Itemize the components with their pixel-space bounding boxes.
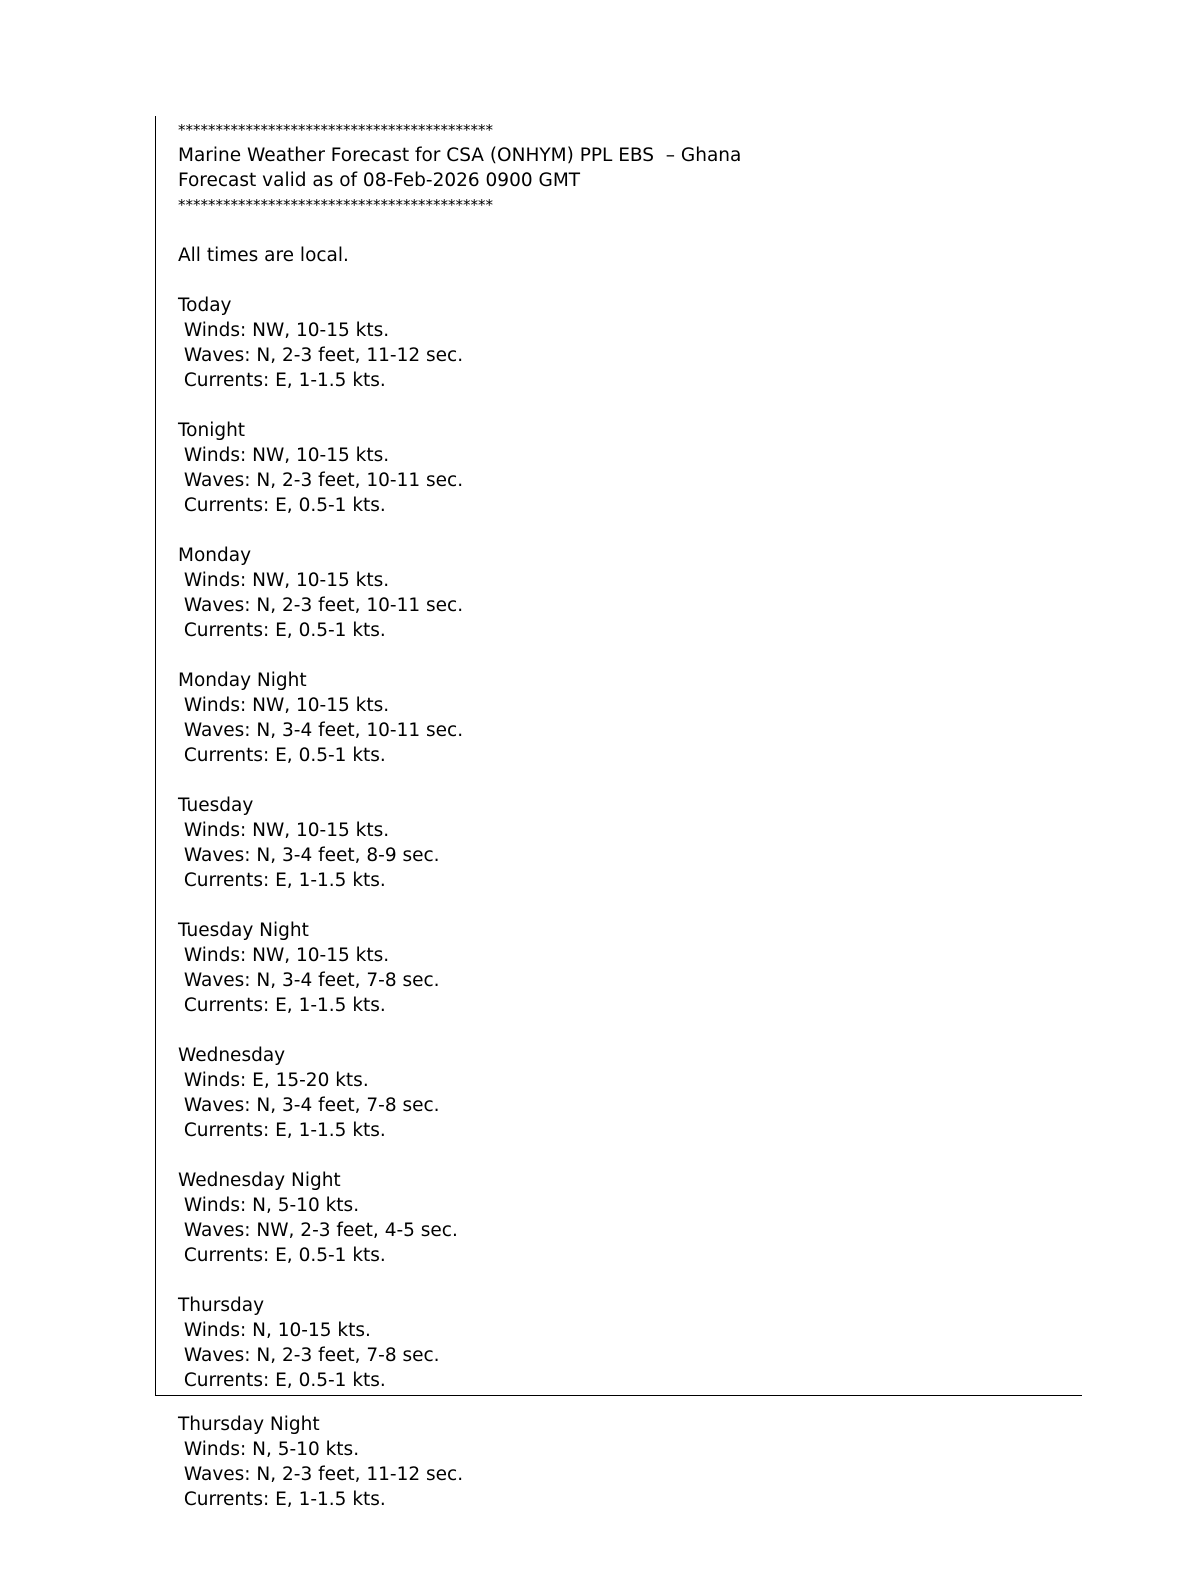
period-waves: Waves: N, 3-4 feet, 7-8 sec. xyxy=(178,970,440,991)
period-name: Monday xyxy=(178,545,252,566)
period-winds: Winds: N, 10-15 kts. xyxy=(178,1320,371,1341)
period-waves: Waves: N, 2-3 feet, 10-11 sec. xyxy=(178,595,464,616)
period-winds: Winds: NW, 10-15 kts. xyxy=(178,320,390,341)
forecast-period xyxy=(178,668,1058,793)
times-note: All times are local. xyxy=(178,245,349,266)
period-winds: Winds: NW, 10-15 kts. xyxy=(178,695,390,716)
forecast-period xyxy=(178,1168,1058,1293)
header-stars-bottom: ****************************************** xyxy=(178,196,493,214)
spacer xyxy=(178,1268,1058,1293)
period-winds: Winds: NW, 10-15 kts. xyxy=(178,570,390,591)
period-waves: Waves: N, 2-3 feet, 7-8 sec. xyxy=(178,1345,440,1366)
forecast-period xyxy=(178,543,1058,668)
forecast-period xyxy=(178,1043,1058,1168)
period-name: Thursday Night xyxy=(178,1414,320,1435)
period-currents: Currents: E, 0.5-1 kts. xyxy=(178,1245,386,1266)
period-name: Monday Night xyxy=(178,670,307,691)
period-waves: Waves: N, 3-4 feet, 10-11 sec. xyxy=(178,720,464,741)
period-winds: Winds: N, 5-10 kts. xyxy=(178,1439,360,1460)
period-currents: Currents: E, 1-1.5 kts. xyxy=(178,1120,386,1141)
forecast-title: Marine Weather Forecast for CSA (ONHYM) PPL EBS – Ghana xyxy=(178,145,742,166)
period-name: Tonight xyxy=(178,420,246,441)
period-name: Tuesday Night xyxy=(178,920,309,941)
forecast-period-overflow xyxy=(178,1412,1058,1512)
period-waves: Waves: N, 2-3 feet, 10-11 sec. xyxy=(178,470,464,491)
period-waves: Waves: NW, 2-3 feet, 4-5 sec. xyxy=(178,1220,458,1241)
period-name: Today xyxy=(178,295,232,316)
spacer xyxy=(178,893,1058,918)
period-currents: Currents: E, 0.5-1 kts. xyxy=(178,745,386,766)
header-stars-top: ****************************************** xyxy=(178,121,493,139)
period-waves: Waves: N, 3-4 feet, 8-9 sec. xyxy=(178,845,440,866)
period-currents: Currents: E, 1-1.5 kts. xyxy=(178,995,386,1016)
period-waves: Waves: N, 2-3 feet, 11-12 sec. xyxy=(178,1464,464,1485)
spacer xyxy=(178,518,1058,543)
period-currents: Currents: E, 1-1.5 kts. xyxy=(178,1489,386,1510)
page-border-bottom xyxy=(155,1395,1082,1396)
period-name: Wednesday Night xyxy=(178,1170,341,1191)
period-waves: Waves: N, 2-3 feet, 11-12 sec. xyxy=(178,345,464,366)
period-winds: Winds: NW, 10-15 kts. xyxy=(178,945,390,966)
spacer xyxy=(178,1143,1058,1168)
period-name: Thursday xyxy=(178,1295,265,1316)
period-waves: Waves: N, 3-4 feet, 7-8 sec. xyxy=(178,1095,440,1116)
forecast-document xyxy=(178,118,1058,1393)
spacer xyxy=(178,643,1058,668)
forecast-valid-time: Forecast valid as of 08-Feb-2026 0900 GMT xyxy=(178,170,581,191)
period-winds: Winds: NW, 10-15 kts. xyxy=(178,820,390,841)
forecast-period xyxy=(178,918,1058,1043)
period-name: Wednesday xyxy=(178,1045,286,1066)
forecast-period xyxy=(178,793,1058,918)
period-currents: Currents: E, 0.5-1 kts. xyxy=(178,620,386,641)
period-name: Tuesday xyxy=(178,795,254,816)
period-winds: Winds: E, 15-20 kts. xyxy=(178,1070,369,1091)
spacer xyxy=(178,218,1058,243)
forecast-period xyxy=(178,1293,1058,1393)
forecast-period xyxy=(178,293,1058,418)
period-winds: Winds: NW, 10-15 kts. xyxy=(178,445,390,466)
period-winds: Winds: N, 5-10 kts. xyxy=(178,1195,360,1216)
period-currents: Currents: E, 1-1.5 kts. xyxy=(178,370,386,391)
spacer xyxy=(178,393,1058,418)
period-currents: Currents: E, 0.5-1 kts. xyxy=(178,495,386,516)
period-currents: Currents: E, 1-1.5 kts. xyxy=(178,870,386,891)
forecast-period xyxy=(178,418,1058,543)
period-currents: Currents: E, 0.5-1 kts. xyxy=(178,1370,386,1391)
spacer xyxy=(178,1018,1058,1043)
spacer xyxy=(178,768,1058,793)
page-border-left xyxy=(155,116,156,1395)
spacer xyxy=(178,268,1058,293)
